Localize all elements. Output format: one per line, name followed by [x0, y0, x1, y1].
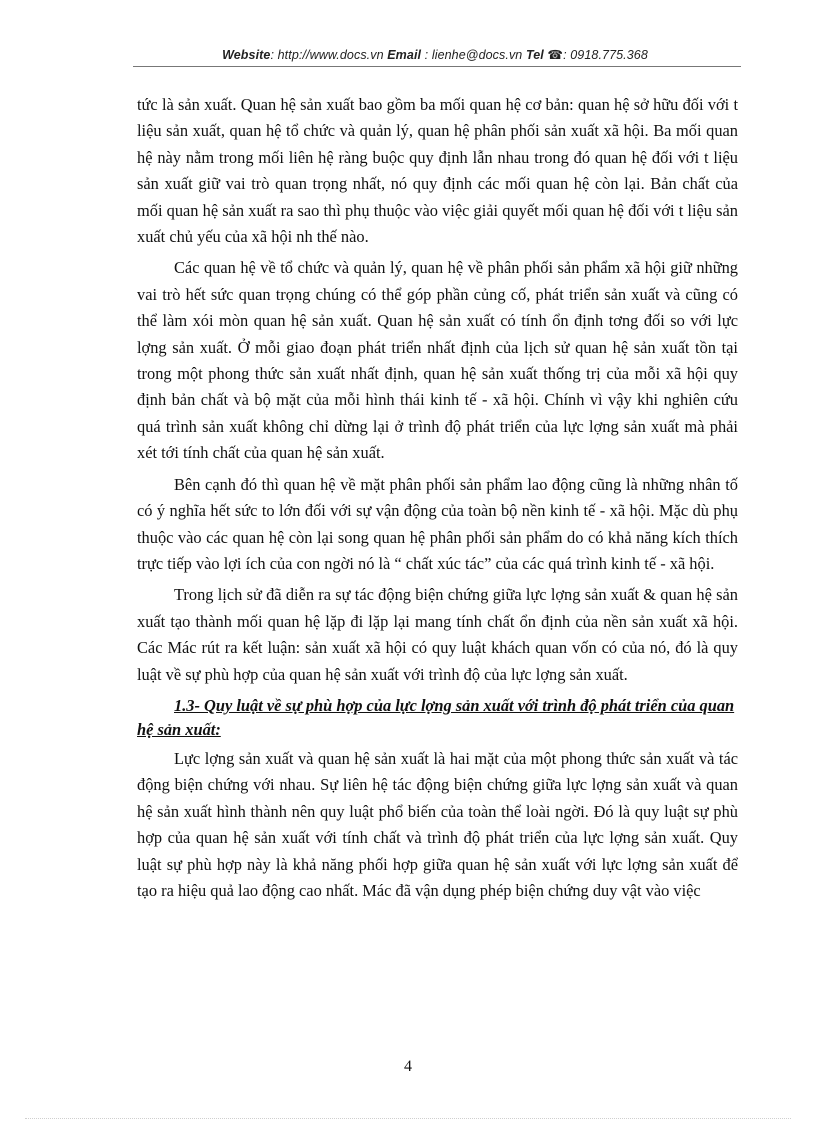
header-divider: [133, 66, 741, 67]
paragraph-5: Lực lợng sản xuất và quan hệ sản xuất là hai mặt của một phong thức sản xuất và tác động biện chứng với nhau. Sự liên hệ tác động biện chứng giữa lực lợng sản xuất và quan hệ sản xuất hình thành nên quy luật phổ biến của toàn thể loài ngời. Đó là quy luật sự phù hợp của quan hệ sản xuất với tính chất và trình độ phát triển của lực lợng sản xuất. Quy luật sự phù hợp này là khả năng phối hợp giữa quan hệ sản xuất với lực lợng sản xuất để tạo ra hiệu quả lao động cao nhất. Mác đã vận dụng phép biện chứng duy vật vào việc: [137, 748, 738, 900]
tel-label: Tel: [525, 48, 544, 62]
email-label: Email: [387, 48, 422, 62]
page-number: 4: [404, 1058, 412, 1075]
section-heading: 1.3- Quy luật về sự phù hợp của lực lợng sản xuất với trình độ phát triển của quan hệ sản xuất:: [137, 695, 735, 739]
tel-value: : 0918.775.368: [563, 48, 648, 62]
paragraph-1: tức là sản xuất. Quan hệ sản xuất bao gồm ba mối quan hệ cơ bản: quan hệ sở hữu đối với t liệu sản xuất, quan hệ tổ chức và quản lý, quan hệ phân phối sản xuất xã hội. Ba mối quan hệ này nằm trong mối liên hệ ràng buộc quy định lẫn nhau trong đó quan hệ đối với t liệu sản xuất giữ vai trò quan trọng nhất, nó quy định các mối quan hệ còn lại. Bản chất của mối quan hệ sản xuất ra sao thì phụ thuộc vào việc giải quyết mối quan hệ đối với t liệu sản xuất chủ yếu của xã hội nh thế nào.: [137, 95, 738, 247]
paragraph-4: Trong lịch sử đã diễn ra sự tác động biện chứng giữa lực lợng sản xuất & quan hệ sản xuất tạo thành mối quan hệ lặp đi lặp lại mang tính chất ổn định của nền sản xuất xã hội. Các Mác rút ra kết luận: sản xuất xã hội có quy luật khách quan vốn có của nó, đó là quy luật về sự phù hợp của quan hệ sản xuất với trình độ của lực lợng sản xuất.: [137, 585, 738, 684]
phone-icon: ☎: [547, 48, 564, 62]
email-value: : lienhe@docs.vn: [424, 48, 523, 62]
page-header: [130, 47, 740, 62]
paragraph-3: Bên cạnh đó thì quan hệ về mặt phân phối sản phẩm lao động cũng là những nhân tố có ý nghĩa hết sức to lớn đối với sự vận động của toàn bộ nền kinh tế - xã hội. Mặc dù phụ thuộc vào các quan hệ còn lại song quan hệ phân phối sản phẩm do có khả năng kích thích trực tiếp vào lợi ích của con ngời nó là “ chất xúc tác” của các quá trình kinh tế - xã hội.: [137, 474, 738, 573]
website-label: Website: [222, 48, 271, 62]
website-value: : http://www.docs.vn: [270, 48, 384, 62]
paragraph-2: Các quan hệ về tổ chức và quản lý, quan hệ về phân phối sản phẩm xã hội giữ những vai trò hết sức quan trọng chúng có thể góp phần củng cố, phát triển sản xuất và cũng có thể làm xói mòn quan hệ sản xuất. Quan hệ sản xuất có tính ổn định tơng đối so với lực lợng sản xuất. Ở mỗi giao đoạn phát triển nhất định của lịch sử quan hệ sản xuất tồn tại trong một phong thức sản xuất nhất định, quan hệ sản xuất thống trị của mỗi xã hội quy định bản chất và bộ mặt của mỗi hình thái kinh tế - xã hội. Chính vì vậy khi nghiên cứu quá trình sản xuất không chỉ dừng lại ở trình độ phát triển của lực lợng sản xuất mà phải xét tới tính chất của quan hệ sản xuất.: [137, 258, 738, 463]
document-body: [137, 92, 738, 909]
page-bottom-border: [25, 1118, 791, 1119]
